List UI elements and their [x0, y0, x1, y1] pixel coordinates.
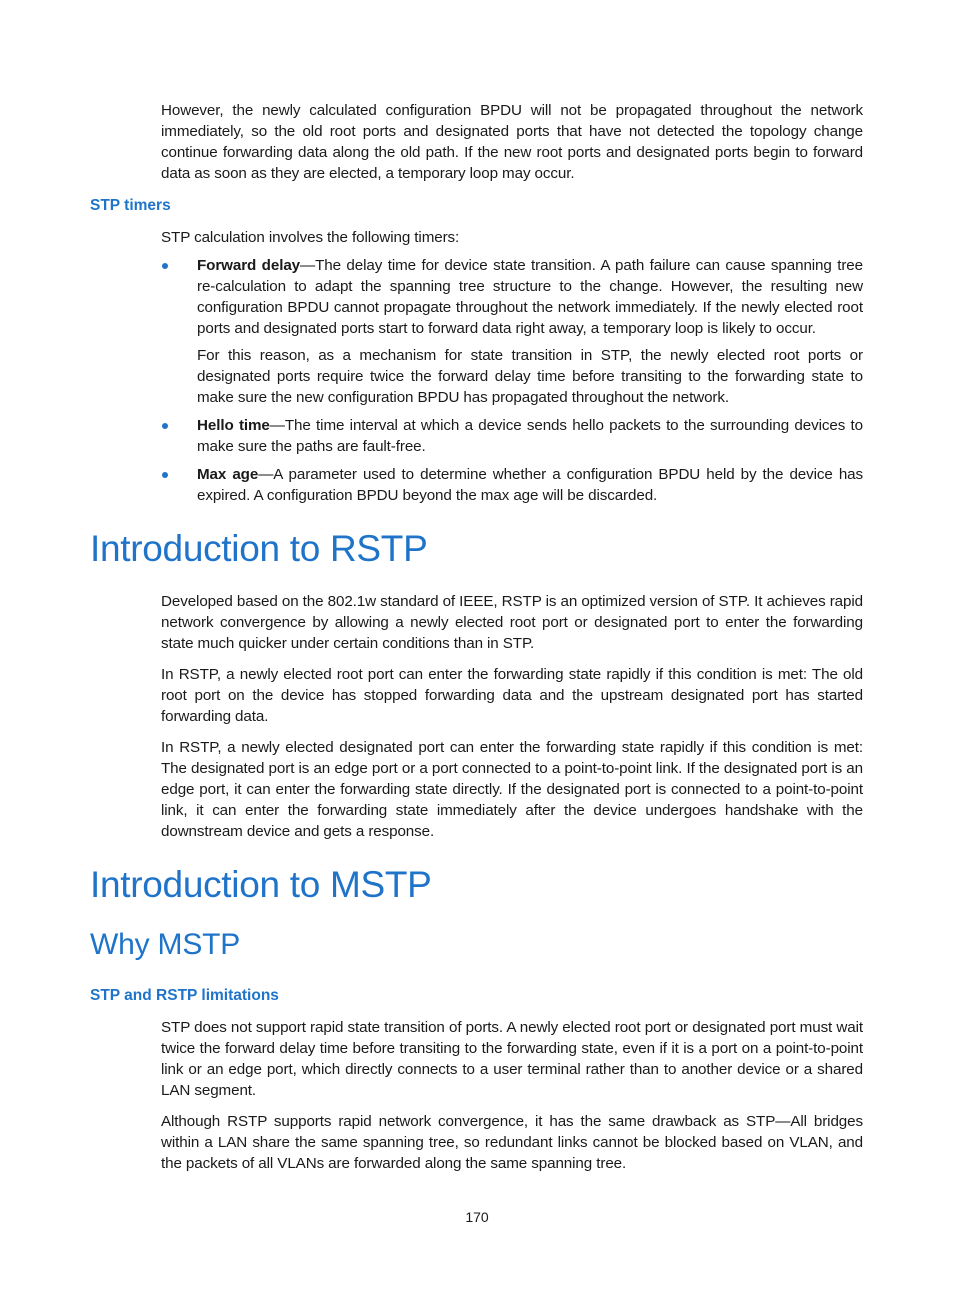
max-age-text: —A parameter used to determine whether a configuration BPDU held by the device has expired. A configuration BPDU beyond the max age will be discarded.	[197, 466, 864, 504]
forward-delay-term: Forward delay	[197, 257, 301, 274]
bullet-icon	[162, 423, 168, 429]
rstp-paragraph-1: Developed based on the 802.1w standard of IEEE, RSTP is an optimized version of STP. It achieves rapid network convergence by allowing a newly elected root port or designated port to enter the forwarding state much quicker under certain conditions than in STP.	[161, 593, 863, 652]
intro-paragraph: However, the newly calculated configuration BPDU will not be propagated throughout the network immediately, so the old root ports and designated ports that have not detected the topology change continue forwarding data along the old path. If the new root ports and designated ports begin to forward data as soon as they are elected, a temporary loop may occur.	[161, 102, 863, 182]
bullet-icon	[162, 263, 168, 269]
forward-delay-extra: For this reason, as a mechanism for state transition in STP, the newly elected root ports or designated ports require twice the forward delay time before transiting to the forwarding state to make sure the new configuration BPDU has propagated throughout the network.	[197, 347, 863, 406]
hello-time-term: Hello time	[197, 417, 270, 434]
hello-time-item	[197, 415, 863, 457]
stp-timers-heading: STP timers	[90, 197, 171, 214]
forward-delay-text: —The delay time for device state transition. A path failure can cause spanning tree re-calculation to adapt the spanning tree structure to the change. However, the resulting new configuration BPDU cannot propagate throughout the network immediately. If the newly elected root ports and designated ports start to forward data right away, a temporary loop is likely to occur.	[197, 257, 863, 337]
forward-delay-item	[197, 255, 863, 339]
mstp-paragraph-1: STP does not support rapid state transition of ports. A newly elected root port or designated port must wait twice the forward delay time before transiting to the forwarding state, even if it is a port on a point-to-point link or an edge port, which directly connects to a user terminal rather than to another device or a shared LAN segment.	[161, 1019, 863, 1099]
rstp-paragraph-3: In RSTP, a newly elected designated port can enter the forwarding state rapidly if this condition is met: The designated port is an edge port or a port connected to a point-to-point link. If the designated port is an edge port, it can enter the forwarding state directly. If the designated port is connected to a point-to-point link, it can enter the forwarding state immediately after the device undergoes handshake with the downstream device and gets a response.	[161, 739, 863, 840]
mstp-paragraph-2: Although RSTP supports rapid network convergence, it has the same drawback as STP—All bridges within a LAN share the same spanning tree, so redundant links cannot be blocked based on VLAN, and the packets of all VLANs are forwarded along the same spanning tree.	[161, 1113, 863, 1172]
page-number: 170	[465, 1209, 489, 1225]
rstp-paragraph-2: In RSTP, a newly elected root port can enter the forwarding state rapidly if this condition is met: The old root port on the device has stopped forwarding data and the upstream designated port has started forwarding data.	[161, 666, 863, 725]
bullet-icon	[162, 472, 168, 478]
hello-time-text: —The time interval at which a device sends hello packets to the surrounding devices to make sure the paths are fault-free.	[197, 417, 863, 455]
why-mstp-heading: Why MSTP	[90, 928, 241, 961]
limitations-heading: STP and RSTP limitations	[90, 987, 279, 1004]
stp-timers-lead: STP calculation involves the following timers:	[161, 229, 460, 246]
max-age-term: Max age	[197, 466, 259, 483]
mstp-heading: Introduction to MSTP	[90, 864, 432, 905]
max-age-item	[197, 464, 863, 506]
rstp-heading: Introduction to RSTP	[90, 528, 428, 569]
